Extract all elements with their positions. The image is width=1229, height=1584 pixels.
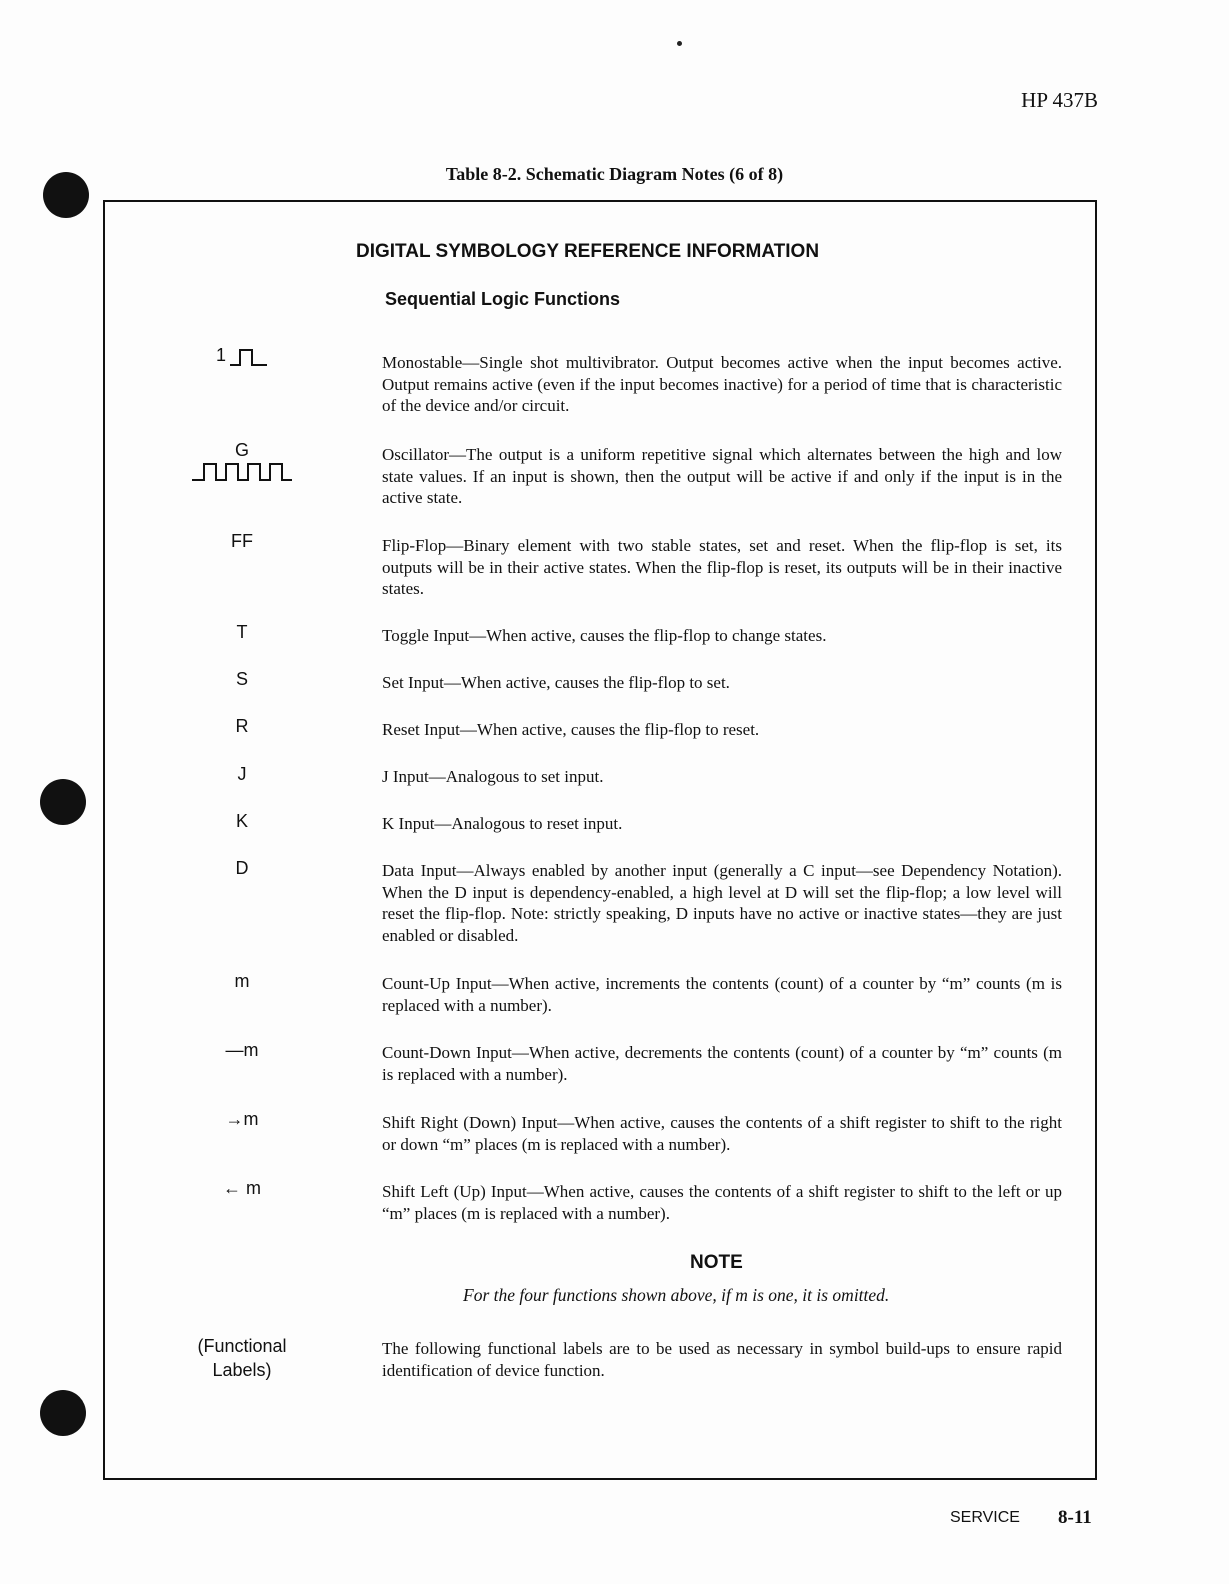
monostable-description: Monostable—Single shot multivibrator. Output becomes active when the input becomes active. Output remains active (even if the input becomes inactive) for a period of time that is characteristic of the device and/or circuit. (382, 353, 1062, 415)
note-body: For the four functions shown above, if m is one, it is omitted. (463, 1285, 890, 1305)
monostable-prefix: 1 (215, 345, 226, 365)
j-description: J Input—Analogous to set input. (382, 767, 604, 786)
table-title: Table 8-2. Schematic Diagram Notes (6 of 8) (445, 164, 784, 184)
j-symbol: J (237, 764, 247, 784)
k-symbol: K (235, 811, 248, 831)
single-pulse-icon (230, 348, 268, 366)
reset-symbol: R (235, 716, 249, 736)
flipflop-symbol: FF (231, 531, 253, 551)
section-heading: DIGITAL SYMBOLOGY REFERENCE INFORMATION (356, 241, 820, 262)
ink-speck (677, 41, 682, 46)
set-description: Set Input—When active, causes the flip-flop to set. (382, 673, 730, 692)
footer-section: SERVICE (950, 1509, 1020, 1526)
note-title: NOTE (690, 1252, 743, 1273)
binder-hole-bottom (40, 1390, 86, 1436)
model-number: HP 437B (1021, 88, 1098, 112)
monostable-symbol (182, 345, 302, 366)
count-up-symbol: m (234, 971, 250, 991)
count-up-description: Count-Up Input—When active, increments the contents (count) of a counter by “m” counts (m is replaced with a number). (382, 974, 1062, 1015)
functional-labels-line2: Labels) (212, 1360, 272, 1380)
subsection-heading: Sequential Logic Functions (385, 289, 621, 309)
count-down-description: Count-Down Input—When active, decrements the contents (count) of a counter by “m” counts (m is replaced with a number). (382, 1043, 1062, 1084)
page-number: 8-11 (1058, 1507, 1092, 1528)
oscillator-description: Oscillator—The output is a uniform repetitive signal which alternates between the high and low state values. If an input is shown, then the output will be active if and only if the input is in the active state. (382, 445, 1062, 507)
shift-right-symbol: →m (225, 1109, 259, 1129)
reset-description: Reset Input—When active, causes the flip-flop to reset. (382, 720, 760, 739)
binder-hole-middle (40, 779, 86, 825)
data-description: Data Input—Always enabled by another input (generally a C input—see Dependency Notation). When the D input is dependency-enabled, a high level at D will set the flip-flop; a low level will reset the flip-flop. Note: strictly speaking, D inputs have no active or inactive states—they are just enabled or disabled. (382, 861, 1062, 945)
functional-labels-line1: (Functional (197, 1336, 287, 1356)
data-symbol: D (235, 858, 249, 878)
shift-left-description: Shift Left (Up) Input—When active, causes the contents of a shift register to shift to the left or up “m” places (m is replaced with a number). (382, 1182, 1062, 1223)
oscillator-label: G (234, 440, 249, 460)
count-down-symbol: —m (225, 1040, 259, 1060)
oscillator-symbol (182, 462, 302, 487)
toggle-description: Toggle Input—When active, causes the flip-flop to change states. (382, 626, 827, 645)
set-symbol: S (235, 669, 248, 689)
k-description: K Input—Analogous to reset input. (382, 814, 623, 833)
toggle-symbol: T (236, 622, 248, 642)
shift-left-symbol: ← m (223, 1178, 261, 1198)
functional-labels-description: The following functional labels are to be used as necessary in symbol build-ups to ensure rapid identification of device function. (382, 1339, 1062, 1380)
flipflop-description: Flip-Flop—Binary element with two stable states, set and reset. When the flip-flop is set, its outputs will be in their active states. When the flip-flop is reset, its outputs will be in their inactive states. (382, 536, 1062, 598)
shift-right-description: Shift Right (Down) Input—When active, causes the contents of a shift register to shift to the right or down “m” places (m is replaced with a number). (382, 1113, 1062, 1154)
square-wave-icon (192, 462, 292, 482)
functional-labels-symbol (182, 1334, 302, 1382)
